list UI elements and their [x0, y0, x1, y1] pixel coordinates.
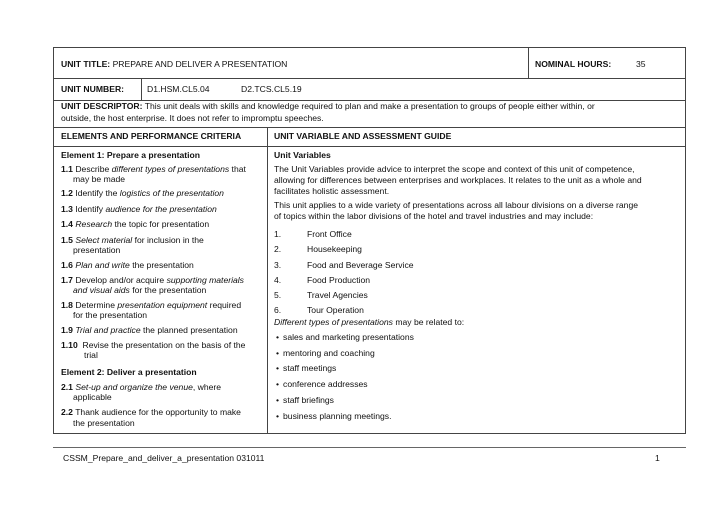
criterion-text: for the presentation: [129, 285, 207, 295]
bullet-icon: •: [276, 348, 280, 358]
para1-line1: The Unit Variables provide advice to interpret the scope and context of this unit of competence,: [274, 164, 635, 174]
criterion-1-8-cont: for the presentation: [73, 310, 148, 320]
presentation-type-label: staff meetings: [283, 363, 337, 373]
division-item: [274, 305, 364, 316]
division-number: 6.: [274, 305, 282, 315]
footer-filename: CSSM_Prepare_and_deliver_a_presentation 031011: [63, 453, 265, 463]
division-number: 1.: [274, 229, 282, 239]
col-divider: [141, 78, 142, 100]
presentation-type-label: sales and marketing presentations: [283, 332, 414, 342]
criterion-text: Identify the: [75, 188, 120, 198]
criterion-text: required: [207, 300, 242, 310]
division-item: [274, 244, 362, 255]
criterion-1-10-cont: trial: [84, 350, 98, 360]
criterion-number: 1.3: [61, 204, 73, 214]
division-label: Front Office: [307, 229, 352, 239]
criterion-text: the topic for presentation: [112, 219, 210, 229]
presentation-type-item: [276, 395, 334, 406]
criterion-text: Revise the presentation on the basis of the: [82, 340, 246, 350]
bullet-icon: •: [276, 395, 280, 405]
unit-title: [61, 59, 287, 70]
criterion-2-2: [61, 407, 241, 418]
criterion-keyword: logistics of the presentation: [119, 188, 224, 198]
criterion-number: 2.1: [61, 382, 73, 392]
criterion-text: Identify: [75, 204, 106, 214]
criterion-number: 2.2: [61, 407, 73, 417]
para2-line1: This unit applies to a wide variety of presentations across all labour divisions on a diverse range: [274, 200, 638, 210]
criterion-keyword: presentation equipment: [117, 300, 208, 310]
criterion-1-6: [61, 260, 194, 271]
criterion-1-1-cont: may be made: [73, 174, 126, 184]
criterion-keyword: Set-up and organize the venue: [75, 382, 193, 392]
criterion-1-9: [61, 325, 238, 336]
division-number: 4.: [274, 275, 282, 285]
criterion-keyword: audience for the presentation: [105, 204, 217, 214]
para2-line2: of topics within the labor divisions of the hotel and travel industries and may include:: [274, 211, 594, 221]
criterion-text: , where: [192, 382, 222, 392]
unit-number-label: UNIT NUMBER:: [61, 84, 125, 94]
nominal-hours-value: 35: [636, 59, 646, 69]
types-intro: [274, 317, 464, 328]
criterion-1-2: [61, 188, 224, 199]
presentation-type-label: business planning meetings.: [283, 411, 392, 421]
criterion-text: that: [229, 164, 246, 174]
division-label: Tour Operation: [307, 305, 364, 315]
competency-table: [53, 47, 686, 434]
criterion-keyword: Select material: [75, 235, 133, 245]
criterion-number: 1.2: [61, 188, 73, 198]
left-column-header: ELEMENTS AND PERFORMANCE CRITERIA: [61, 131, 242, 141]
element-2-heading: Element 2: Deliver a presentation: [61, 367, 197, 377]
col-divider: [528, 48, 529, 78]
division-number: 3.: [274, 260, 282, 270]
presentation-type-item: [276, 379, 368, 390]
criterion-text: the planned presentation: [140, 325, 238, 335]
criterion-text: the presentation: [129, 260, 194, 270]
criterion-1-7-cont: [73, 285, 206, 296]
criterion-1-5-cont: presentation: [73, 245, 121, 255]
criterion-keyword: Research: [75, 219, 113, 229]
presentation-type-label: staff briefings: [283, 395, 334, 405]
element-1-heading: Element 1: Prepare a presentation: [61, 150, 200, 160]
presentation-type-item: [276, 363, 336, 374]
criterion-text: Describe: [75, 164, 112, 174]
division-item: [274, 290, 368, 301]
para1-line2: allowing for differences between enterprises and workplaces. It relates to the unit as a whole and: [274, 175, 642, 185]
nominal-hours-label: NOMINAL HOURS:: [535, 59, 612, 69]
types-keyword: Different types of presentations: [274, 317, 393, 327]
presentation-type-item: [276, 411, 391, 422]
unit-number-2: D2.TCS.CL5.19: [241, 84, 302, 94]
criterion-number: 1.10: [61, 340, 78, 350]
row-divider: [54, 127, 685, 128]
criterion-text: Develop and/or acquire: [75, 275, 167, 285]
criterion-number: 1.8: [61, 300, 73, 310]
criterion-text: Determine: [75, 300, 118, 310]
criterion-2-2-cont: the presentation: [73, 418, 135, 428]
descriptor-text-2: outside, the host enterprise. It does not refer to impromptu speeches.: [61, 113, 324, 123]
footer-page-number: 1: [655, 453, 660, 463]
division-number: 5.: [274, 290, 282, 300]
unit-title-label: UNIT TITLE:: [61, 59, 111, 69]
criterion-1-4: [61, 219, 209, 230]
criterion-keyword: Plan and write: [75, 260, 130, 270]
row-divider: [54, 78, 685, 79]
division-label: Travel Agencies: [307, 290, 368, 300]
bullet-icon: •: [276, 332, 280, 342]
division-number: 2.: [274, 244, 282, 254]
division-item: [274, 260, 414, 271]
row-divider: [54, 146, 685, 147]
footer-divider: [53, 447, 686, 448]
criterion-number: 1.7: [61, 275, 73, 285]
types-text: may be related to:: [392, 317, 465, 327]
descriptor-text: This unit deals with skills and knowledge required to plan and make a presentation to groups of people either within, or: [144, 101, 595, 111]
criterion-number: 1.1: [61, 164, 73, 174]
unit-number-1: D1.HSM.CL5.04: [147, 84, 210, 94]
division-item: [274, 229, 352, 240]
col-divider: [267, 127, 268, 434]
criterion-number: 1.5: [61, 235, 73, 245]
division-label: Housekeeping: [307, 244, 362, 254]
criterion-2-1-cont: applicable: [73, 392, 112, 402]
bullet-icon: •: [276, 379, 280, 389]
criterion-keyword: Trial and practice: [75, 325, 141, 335]
criterion-keyword: supporting materials: [166, 275, 244, 285]
right-column-header: UNIT VARIABLE AND ASSESSMENT GUIDE: [274, 131, 452, 141]
division-item: [274, 275, 370, 286]
bullet-icon: •: [276, 411, 280, 421]
presentation-type-item: [276, 348, 375, 359]
criterion-keyword: different types of presentations: [111, 164, 230, 174]
unit-title-value: PREPARE AND DELIVER A PRESENTATION: [112, 59, 288, 69]
unit-variables-heading: Unit Variables: [274, 150, 331, 160]
presentation-type-label: mentoring and coaching: [283, 348, 375, 358]
para1-line3: facilitates holistic assessment.: [274, 186, 390, 196]
criterion-number: 1.9: [61, 325, 73, 335]
criterion-text: for inclusion in the: [132, 235, 204, 245]
presentation-type-item: [276, 332, 414, 343]
criterion-number: 1.6: [61, 260, 73, 270]
criterion-text: Thank audience for the opportunity to make: [75, 407, 241, 417]
criterion-1-3: [61, 204, 217, 215]
criterion-keyword: and visual aids: [73, 285, 130, 295]
bullet-icon: •: [276, 363, 280, 373]
division-label: Food Production: [307, 275, 371, 285]
descriptor-label: UNIT DESCRIPTOR:: [61, 101, 143, 111]
presentation-type-label: conference addresses: [283, 379, 368, 389]
unit-descriptor: [61, 101, 595, 112]
division-label: Food and Beverage Service: [307, 260, 414, 270]
criterion-number: 1.4: [61, 219, 73, 229]
